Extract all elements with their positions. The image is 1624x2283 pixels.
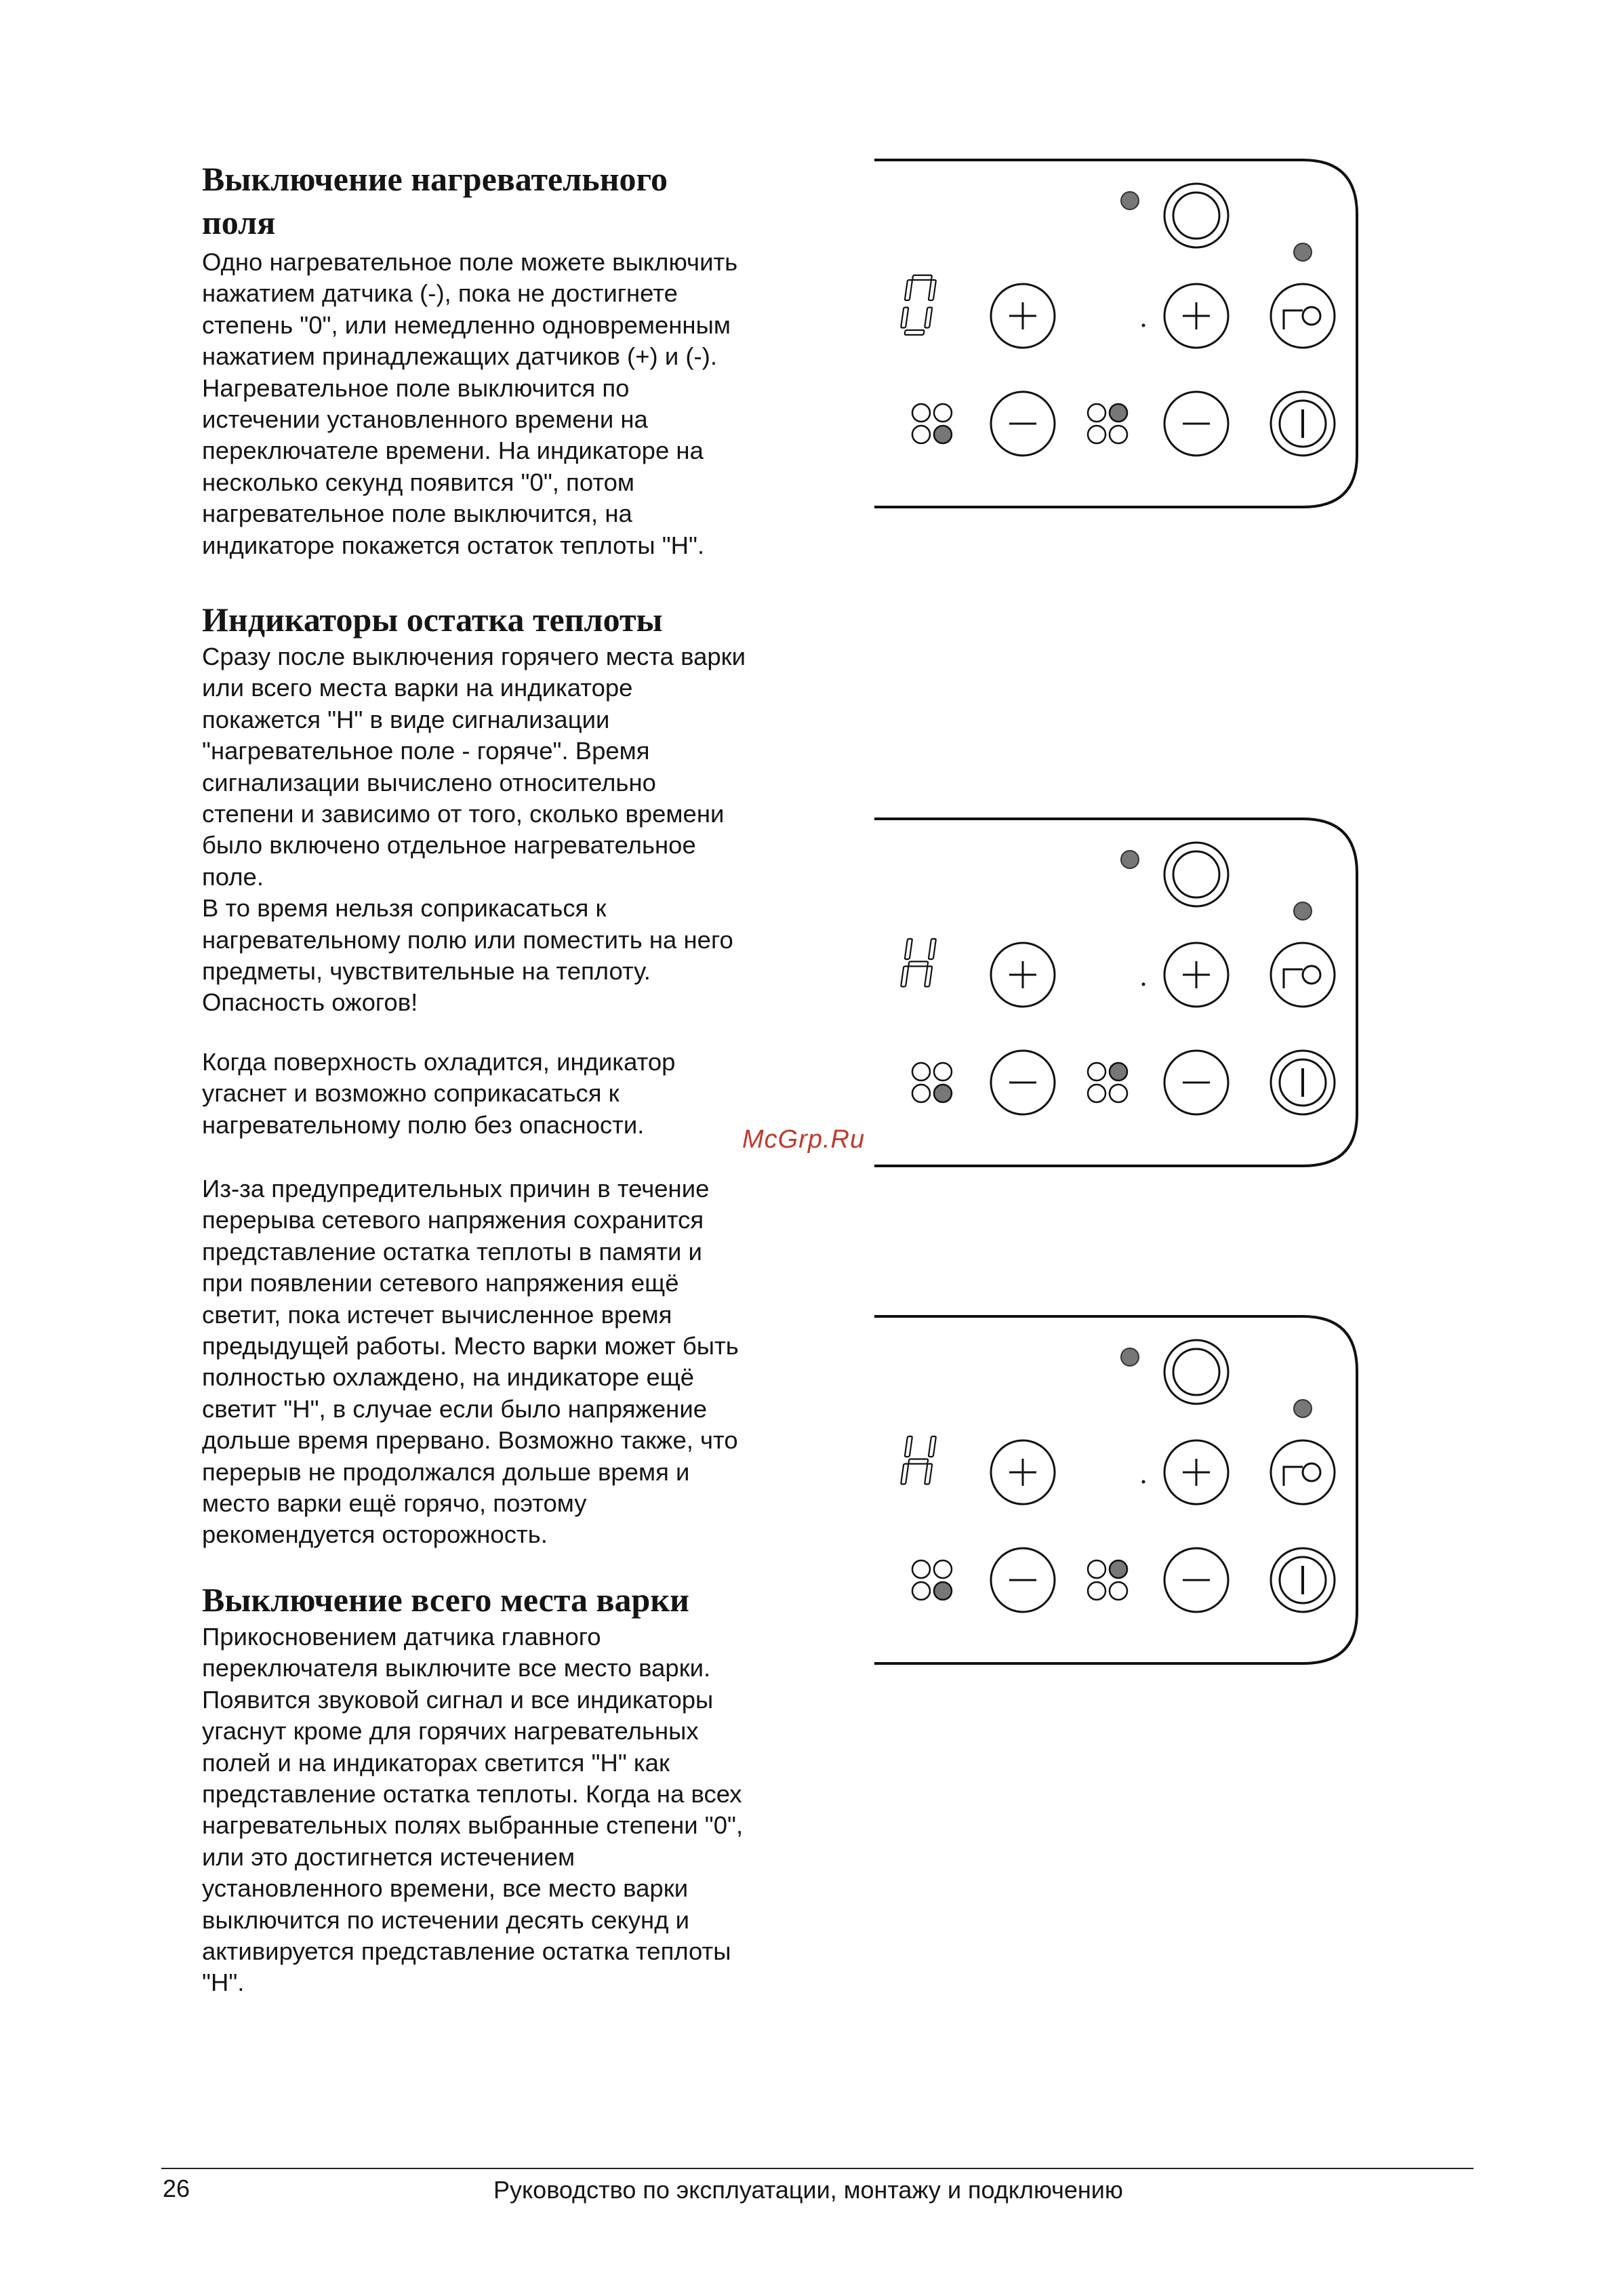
display-segment bbox=[908, 962, 928, 967]
text-line: полностью охлаждено, на индикаторе ещё bbox=[202, 1363, 695, 1392]
text-line: индикаторе покажется остаток теплоты "H". bbox=[202, 531, 705, 559]
text-line: покажется "H" в виде сигнализации bbox=[202, 705, 610, 733]
section-title-line2: поля bbox=[202, 203, 276, 241]
footer-title: Руководство по эксплуатации, монтажу и подключению bbox=[493, 2176, 1123, 2204]
main-switch-ring-icon bbox=[1164, 184, 1228, 247]
key-lock-icon bbox=[1271, 1440, 1335, 1504]
text-line: поле. bbox=[202, 862, 264, 891]
plus-button bbox=[991, 284, 1055, 348]
text-line: представление остатка теплоты в памяти и bbox=[202, 1237, 702, 1266]
text-line: активируется представление остатка теплоты bbox=[202, 1937, 731, 1966]
text-line: светит "H", в случае если было напряжение bbox=[202, 1394, 708, 1423]
page-number: 26 bbox=[163, 2175, 190, 2202]
plus-button bbox=[991, 943, 1055, 1007]
key-lock-icon bbox=[1271, 943, 1335, 1007]
text-line: рекомендуется осторожность. bbox=[202, 1520, 548, 1549]
text-line: угаснут кроме для горячих нагревательных bbox=[202, 1717, 699, 1745]
cooking-zone-selector-icon bbox=[1088, 1063, 1127, 1102]
text-line: несколько секунд появится "0", потом bbox=[202, 468, 635, 496]
text-line: "H". bbox=[202, 1968, 245, 1997]
text-line: Появится звуковой сигнал и все индикаторы bbox=[202, 1685, 714, 1714]
plus-button bbox=[1164, 284, 1228, 348]
text-line: светит, пока истечет вычисленное время bbox=[202, 1300, 672, 1329]
text-line: степени и зависимо от того, сколько времени bbox=[202, 800, 725, 828]
key-lock-icon bbox=[1271, 284, 1335, 348]
text-line: В то время нельзя соприкасаться к bbox=[202, 894, 607, 923]
indicator-led bbox=[1294, 902, 1312, 920]
text-line: нагревательных полях выбранные степени "0", bbox=[202, 1811, 744, 1840]
indicator-led bbox=[1294, 1400, 1312, 1417]
text-line: дольше время прервано. Возможно также, что bbox=[202, 1426, 738, 1455]
display-segment bbox=[905, 939, 912, 959]
indicator-led bbox=[1121, 1348, 1139, 1366]
panel-svg bbox=[869, 813, 1371, 1174]
panel-svg bbox=[869, 155, 1371, 515]
control-panel-diagram-3 bbox=[869, 1311, 1371, 1672]
display-segment bbox=[929, 280, 936, 300]
cooking-zone-selector-icon bbox=[912, 1063, 952, 1102]
main-switch-ring-icon bbox=[1164, 1340, 1228, 1404]
minus-button bbox=[1164, 1548, 1228, 1612]
minus-button bbox=[991, 392, 1055, 456]
display-segment bbox=[905, 1436, 912, 1457]
text-line: при появлении сетевого напряжения ещё bbox=[202, 1269, 679, 1297]
text-line: перерыва сетевого напряжения сохранится bbox=[202, 1206, 704, 1234]
text-line: Одно нагревательное поле можете выключить bbox=[202, 248, 738, 276]
text-line: перерыв не продолжался дольше время и bbox=[202, 1457, 690, 1486]
display-segment bbox=[925, 308, 932, 328]
section-title-zone-off bbox=[202, 157, 668, 244]
power-button bbox=[1271, 1051, 1335, 1114]
display-segment bbox=[901, 308, 908, 328]
indicator-led bbox=[1121, 851, 1139, 868]
display-digit bbox=[901, 939, 936, 987]
text-line: или это достигнется истечением bbox=[202, 1842, 575, 1871]
plus-button bbox=[1164, 943, 1228, 1007]
text-line: нагревательному полю или поместить на него bbox=[202, 925, 733, 954]
text-line: степень "0", или немедленно одновременным bbox=[202, 310, 731, 339]
text-line: предметы, чувствительные на теплоту. bbox=[202, 957, 651, 986]
power-button bbox=[1271, 1548, 1335, 1612]
text-line: истечении установленного времени на bbox=[202, 405, 648, 434]
text-line: "нагревательное поле - горяче". Время bbox=[202, 737, 650, 765]
paragraph-cooling bbox=[202, 1047, 675, 1141]
display-digit bbox=[901, 1436, 936, 1484]
text-line: или всего места варки на индикаторе bbox=[202, 674, 633, 702]
display-segment bbox=[929, 939, 936, 959]
plus-button bbox=[1164, 1440, 1228, 1504]
paragraph-power-failure bbox=[202, 1173, 739, 1551]
text-line: Прикосновением датчика главного bbox=[202, 1623, 601, 1651]
minus-button bbox=[1164, 1051, 1228, 1114]
minus-button bbox=[991, 1051, 1055, 1114]
section-title-all-off: Выключение всего места варки bbox=[202, 1581, 689, 1619]
decimal-point bbox=[1142, 1480, 1145, 1484]
power-button bbox=[1271, 392, 1335, 456]
display-segment bbox=[905, 330, 925, 335]
text-line: предыдущей работы. Место варки может быть bbox=[202, 1332, 739, 1360]
display-segment bbox=[901, 967, 908, 987]
plus-button bbox=[991, 1440, 1055, 1504]
decimal-point bbox=[1142, 983, 1145, 986]
text-line: Из-за предупредительных причин в течение bbox=[202, 1175, 710, 1203]
minus-button bbox=[1164, 392, 1228, 456]
display-segment bbox=[929, 1436, 936, 1457]
minus-button bbox=[991, 1548, 1055, 1612]
decimal-point bbox=[1142, 324, 1145, 327]
text-line: переключателя выключите все место варки. bbox=[202, 1654, 711, 1682]
paragraph-residual-heat bbox=[202, 641, 746, 1019]
cooking-zone-selector-icon bbox=[912, 1560, 952, 1600]
text-line: сигнализации вычислено относительно bbox=[202, 768, 656, 796]
control-panel-diagram-2 bbox=[869, 813, 1371, 1174]
text-line: нажатием принадлежащих датчиков (+) и (-). bbox=[202, 342, 717, 371]
text-line: выключится по истечении десять секунд и bbox=[202, 1905, 690, 1934]
display-segment bbox=[912, 275, 932, 280]
cooking-zone-selector-icon bbox=[1088, 1560, 1127, 1600]
paragraph-zone-off bbox=[202, 247, 737, 561]
text-line: было включено отдельное нагревательное bbox=[202, 831, 696, 860]
watermark: McGrp.Ru bbox=[742, 1125, 866, 1154]
text-line: установленного времени, все место варки bbox=[202, 1874, 689, 1903]
text-line: Опасность ожогов! bbox=[202, 988, 418, 1017]
text-line: представление остатка теплоты. Когда на всех bbox=[202, 1780, 742, 1809]
text-line: нагревательному полю без опасности. bbox=[202, 1110, 645, 1139]
footer-divider bbox=[161, 2168, 1474, 2169]
text-line: нажатием датчика (-), пока не достигнете bbox=[202, 279, 678, 308]
paragraph-all-off bbox=[202, 1621, 743, 1999]
section-title-residual-heat: Индикаторы остатка теплоты bbox=[202, 601, 663, 639]
text-line: Нагревательное поле выключится по bbox=[202, 373, 630, 402]
text-line: полей и на индикаторах светится "H" как bbox=[202, 1748, 670, 1777]
cooking-zone-selector-icon bbox=[1088, 404, 1127, 443]
section-title-line1: Выключение нагревательного bbox=[202, 160, 668, 198]
text-line: переключателе времени. На индикаторе на bbox=[202, 437, 704, 465]
display-segment bbox=[901, 1464, 908, 1484]
text-line: Сразу после выключения горячего места варки bbox=[202, 643, 746, 670]
text-line: Когда поверхность охладится, индикатор bbox=[202, 1048, 676, 1076]
display-digit bbox=[900, 275, 937, 335]
cooking-zone-selector-icon bbox=[912, 404, 952, 443]
text-line: угаснет и возможно соприкасаться к bbox=[202, 1079, 620, 1108]
text-line: место варки ещё горячо, поэтому bbox=[202, 1489, 587, 1518]
panel-svg bbox=[869, 1311, 1371, 1672]
main-switch-ring-icon bbox=[1164, 843, 1228, 906]
indicator-led bbox=[1121, 192, 1139, 209]
text-line: нагревательное поле выключится, на bbox=[202, 500, 632, 528]
indicator-led bbox=[1294, 243, 1312, 261]
display-segment bbox=[908, 1459, 928, 1464]
display-segment bbox=[925, 1464, 932, 1484]
display-segment bbox=[925, 967, 932, 987]
display-segment bbox=[905, 280, 912, 300]
control-panel-diagram-1 bbox=[869, 155, 1371, 515]
